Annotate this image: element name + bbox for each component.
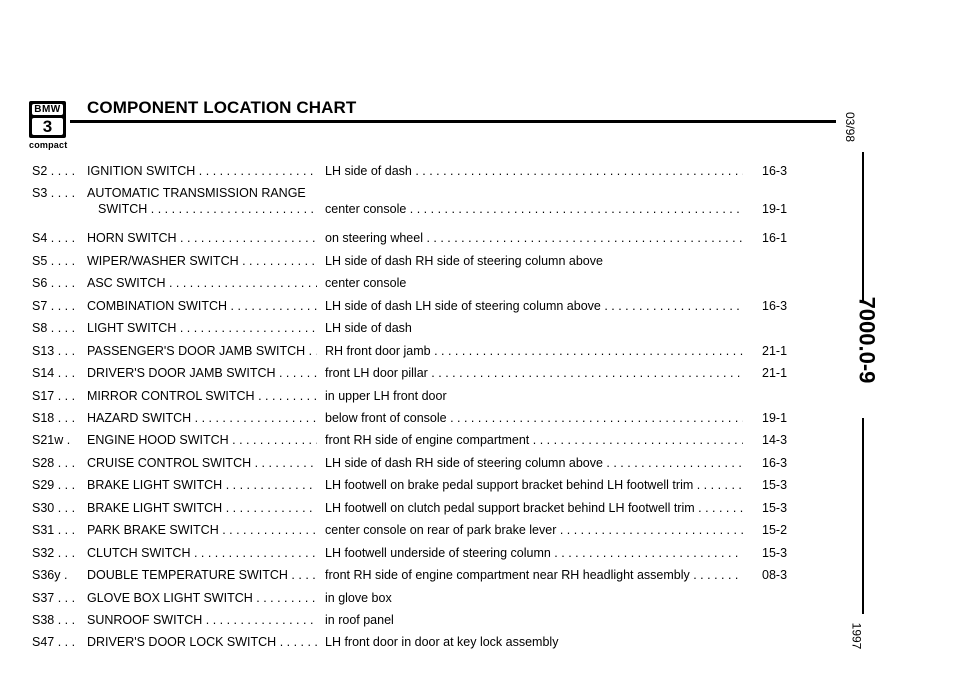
- component-name: [87, 410, 317, 426]
- component-location-text: LH front door in door at key lock assembly: [325, 635, 559, 650]
- component-name: [87, 365, 317, 381]
- component-id: S8 . . . .: [32, 321, 76, 336]
- component-name: [87, 185, 317, 217]
- table-row: [0, 545, 830, 565]
- component-location-text: center console . . .: [325, 202, 743, 216]
- title-rule: [70, 120, 836, 123]
- component-location: [325, 298, 743, 314]
- component-reference: 16-3: [762, 455, 788, 470]
- component-reference: 16-1: [762, 231, 788, 246]
- component-id: S18 . . .: [32, 410, 76, 425]
- component-location: [325, 567, 743, 583]
- component-location-text: in roof panel: [325, 613, 394, 627]
- table-row: [0, 298, 830, 318]
- component-name-text: WIPER/WASHER SWITCH . . .: [87, 254, 317, 268]
- component-id: S5 . . . .: [32, 253, 76, 268]
- component-name-text: BRAKE LIGHT SWITCH . . .: [87, 478, 317, 492]
- component-location-text: LH side of dash RH side of steering column above: [325, 253, 603, 268]
- component-id: S14 . . .: [32, 366, 76, 381]
- component-location-text: RH front door jamb . . .: [325, 344, 743, 358]
- component-reference: 21-1: [762, 343, 788, 358]
- component-name: [87, 545, 317, 561]
- component-name: [87, 477, 317, 493]
- component-reference: 08-3: [762, 568, 788, 583]
- component-id: S21w .: [32, 433, 71, 448]
- component-location: [325, 477, 743, 493]
- component-location: [325, 590, 743, 606]
- table-row: [0, 365, 830, 385]
- component-location-text: front RH side of engine compartment near RH headlight assembly . . .: [325, 568, 743, 582]
- component-name: [87, 343, 317, 359]
- component-name-text: DOUBLE TEMPERATURE SWITCH . . .: [87, 568, 317, 582]
- component-reference: 16-3: [762, 164, 788, 178]
- component-name: [87, 567, 317, 583]
- component-location-text: LH side of dash LH side of steering column above . . .: [325, 299, 743, 313]
- component-id: S47 . . .: [32, 635, 76, 650]
- table-row: [0, 230, 830, 250]
- component-name: [87, 500, 317, 516]
- component-location: [325, 230, 743, 246]
- component-id: S38 . . .: [32, 613, 76, 627]
- component-name-line2: SWITCH . . .: [87, 201, 317, 217]
- component-name-text: CRUISE CONTROL SWITCH . . .: [87, 456, 317, 470]
- component-id: S13 . . .: [32, 343, 76, 358]
- component-location-text: in glove box: [325, 590, 392, 605]
- component-reference: 14-3: [762, 433, 788, 448]
- component-location-text: LH side of dash . . .: [325, 164, 743, 178]
- logo-variant: compact: [29, 140, 68, 150]
- component-location-text: center console on rear of park brake lever . . .: [325, 523, 743, 537]
- component-location: [325, 275, 743, 291]
- component-id: S31 . . .: [32, 523, 76, 538]
- component-name-text: BRAKE LIGHT SWITCH . . .: [87, 501, 317, 515]
- component-id: S30 . . .: [32, 500, 76, 515]
- table-row: [0, 500, 830, 520]
- table-row: [0, 432, 830, 452]
- table-row: [0, 590, 830, 610]
- component-location-text: front RH side of engine compartment . . .: [325, 433, 743, 447]
- component-name-text: HAZARD SWITCH . . .: [87, 411, 317, 425]
- component-id: S37 . . .: [32, 590, 76, 605]
- component-id: S7 . . . .: [32, 298, 76, 313]
- component-name: [87, 298, 317, 314]
- table-row: [0, 343, 830, 363]
- component-location-text: LH footwell on brake pedal support bracket behind LH footwell trim . . .: [325, 478, 743, 492]
- component-id: S28 . . .: [32, 455, 76, 470]
- component-location-text: below front of console . . .: [325, 411, 743, 425]
- component-id: S3 . . . .: [32, 186, 76, 201]
- table-row: [0, 455, 830, 475]
- component-id: S6 . . . .: [32, 276, 76, 291]
- component-location: [325, 634, 743, 650]
- component-location-text: LH side of dash RH side of steering column above . . .: [325, 456, 743, 470]
- component-location: [325, 365, 743, 381]
- component-location: [325, 545, 743, 561]
- component-name: [87, 230, 317, 246]
- component-name: [87, 388, 317, 404]
- component-reference: 16-3: [762, 298, 788, 313]
- component-name: [87, 432, 317, 448]
- logo-badge: [29, 101, 66, 138]
- component-name: [87, 634, 317, 650]
- side-rule-top: [862, 152, 864, 302]
- model-year: 1997: [849, 622, 864, 650]
- component-name-text: IGNITION SWITCH . . .: [87, 164, 317, 178]
- component-location-text: center console: [325, 276, 407, 291]
- component-name-text: DRIVER'S DOOR LOCK SWITCH . . .: [87, 635, 317, 649]
- revision-date: 03/98: [843, 111, 858, 143]
- component-name-text: GLOVE BOX LIGHT SWITCH . . .: [87, 591, 317, 605]
- table-row: [0, 477, 830, 497]
- component-name-text: CLUTCH SWITCH . . .: [87, 546, 317, 560]
- table-row: [0, 185, 830, 217]
- component-name-text: PASSENGER'S DOOR JAMB SWITCH . . .: [87, 344, 317, 358]
- section-number: 7000.0-9: [854, 296, 880, 384]
- component-name: [87, 163, 317, 179]
- component-reference: 21-1: [762, 366, 788, 381]
- component-name: [87, 590, 317, 606]
- component-location: [325, 343, 743, 359]
- component-location: [325, 500, 743, 516]
- component-location-text: in upper LH front door: [325, 388, 447, 403]
- table-row: [0, 522, 830, 542]
- component-location-text: on steering wheel . . .: [325, 231, 743, 245]
- component-name-text: HORN SWITCH . . .: [87, 231, 317, 245]
- component-name: [87, 320, 317, 336]
- component-location: [325, 388, 743, 404]
- component-location-text: LH footwell underside of steering column . . .: [325, 546, 743, 560]
- component-name-text: DRIVER'S DOOR JAMB SWITCH . . .: [87, 366, 317, 380]
- component-location: [325, 201, 743, 217]
- side-rule-bottom: [862, 418, 864, 614]
- component-location: [325, 522, 743, 538]
- component-name-text: MIRROR CONTROL SWITCH . . .: [87, 389, 317, 403]
- component-name-text: COMBINATION SWITCH . . .: [87, 299, 317, 313]
- component-reference: 19-1: [762, 410, 788, 425]
- component-reference: 15-2: [762, 523, 788, 538]
- component-name-text: PARK BRAKE SWITCH . . .: [87, 523, 317, 537]
- table-row: [0, 567, 830, 587]
- component-name-text: SUNROOF SWITCH . . .: [87, 613, 317, 627]
- component-name: [87, 455, 317, 471]
- table-row: [0, 634, 830, 654]
- table-row: [0, 320, 830, 340]
- component-reference: 15-3: [762, 500, 788, 515]
- component-name: [87, 522, 317, 538]
- side-margin: [845, 0, 885, 678]
- table-row: [0, 410, 830, 430]
- component-name: [87, 275, 317, 291]
- component-location: [325, 253, 743, 269]
- component-location: [325, 163, 743, 179]
- component-location: [325, 432, 743, 448]
- logo-series: 3: [32, 118, 63, 135]
- component-location: [325, 612, 743, 628]
- component-name: [87, 612, 317, 628]
- component-location: [325, 410, 743, 426]
- page-title: COMPONENT LOCATION CHART: [87, 98, 357, 117]
- component-reference: 15-3: [762, 545, 788, 560]
- component-location-text: LH footwell on clutch pedal support bracket behind LH footwell trim . . .: [325, 501, 743, 515]
- bmw-3-compact-logo: [29, 101, 69, 150]
- component-reference: 15-3: [762, 478, 788, 493]
- component-location: [325, 455, 743, 471]
- logo-brand: BMW: [32, 104, 63, 115]
- component-name: [87, 253, 317, 269]
- component-reference: 19-1: [762, 202, 788, 217]
- table-row: [0, 275, 830, 295]
- component-id: S36y .: [32, 568, 68, 583]
- component-name-text: ASC SWITCH . . .: [87, 276, 317, 290]
- table-row: [0, 612, 830, 632]
- component-id: S17 . . .: [32, 388, 76, 403]
- component-name-line1: AUTOMATIC TRANSMISSION RANGE: [87, 186, 306, 201]
- component-id: S2 . . . .: [32, 164, 76, 178]
- table-row: [0, 163, 830, 183]
- component-id: S4 . . . .: [32, 231, 76, 246]
- component-location-text: front LH door pillar . . .: [325, 366, 743, 380]
- table-row: [0, 388, 830, 408]
- component-location-text: LH side of dash: [325, 321, 412, 336]
- component-name-text: ENGINE HOOD SWITCH . . .: [87, 433, 317, 447]
- table-row: [0, 253, 830, 273]
- component-id: S29 . . .: [32, 478, 76, 493]
- component-id: S32 . . .: [32, 545, 76, 560]
- component-location: [325, 320, 743, 336]
- component-name-text: LIGHT SWITCH . . .: [87, 321, 317, 335]
